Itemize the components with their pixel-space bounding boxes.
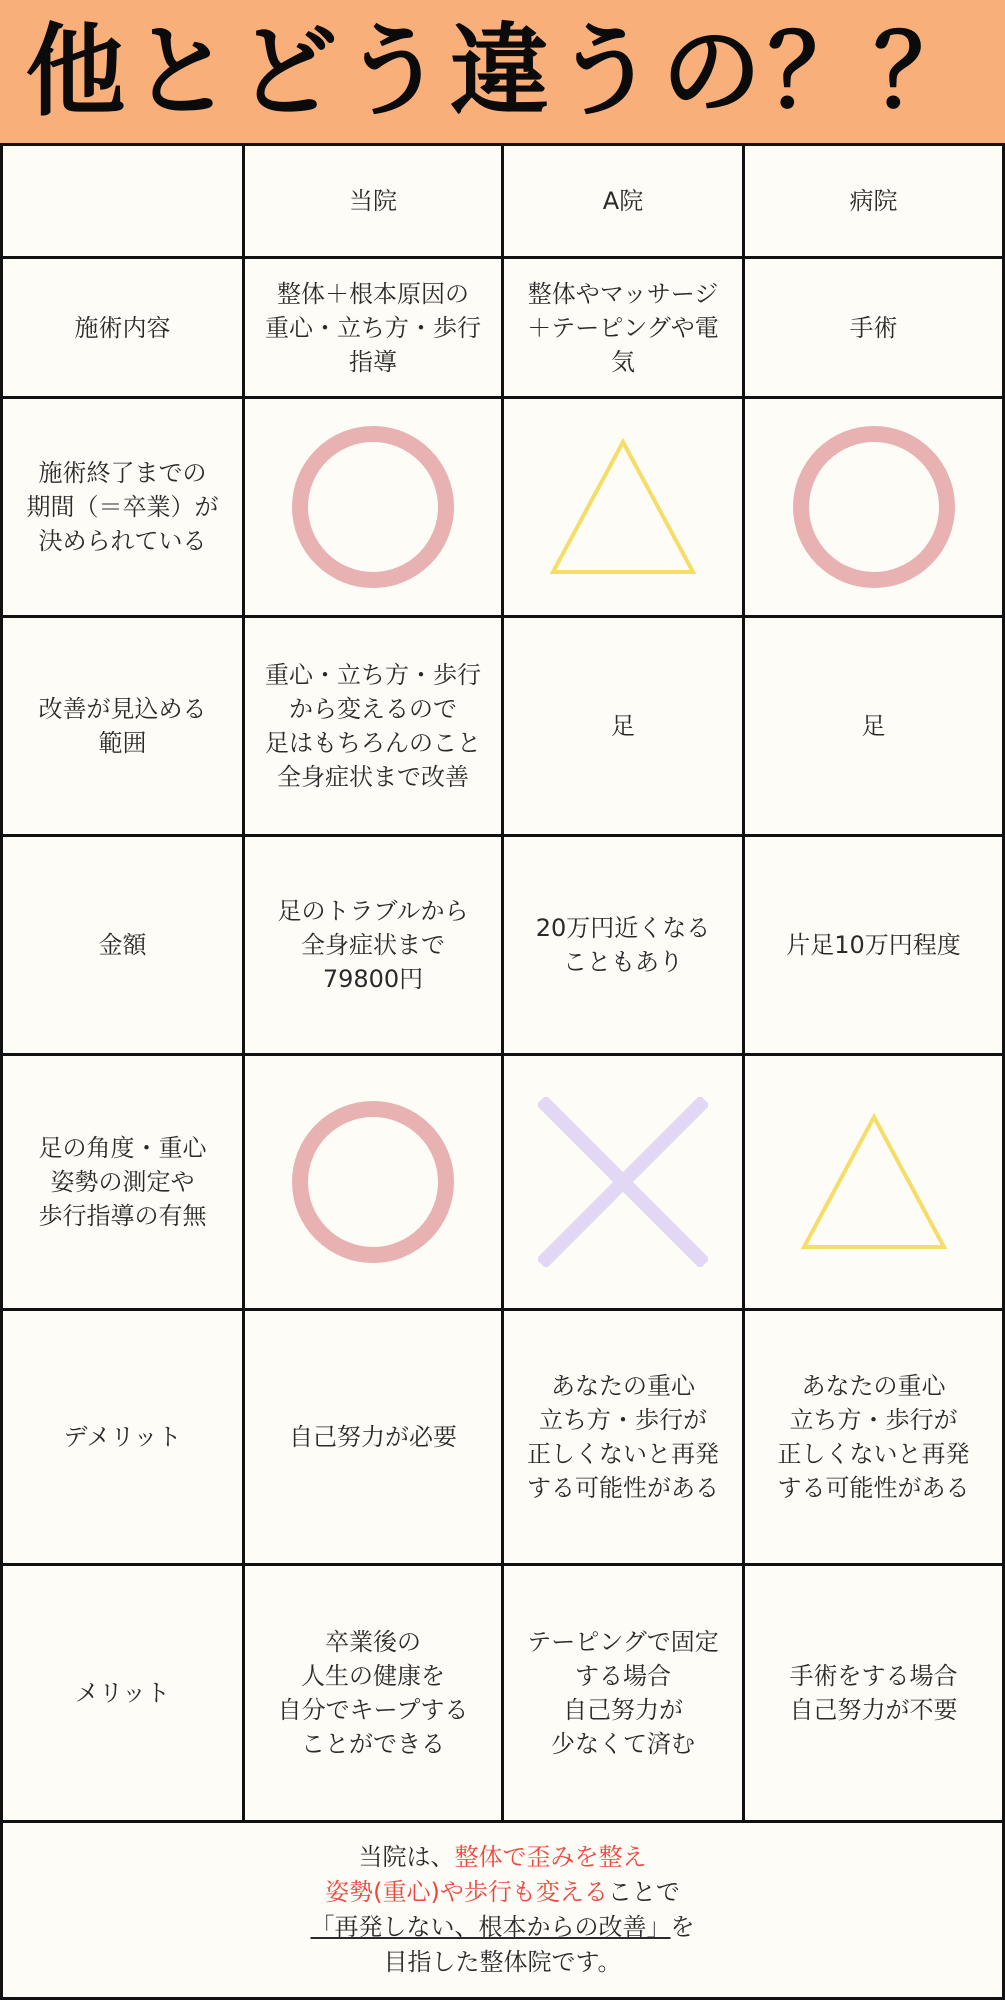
- table-cell: 20万円近くなる こともあり: [504, 837, 745, 1056]
- row-label: メリット: [3, 1566, 245, 1823]
- table-cell: 卒業後の 人生の健康を 自分でキープする ことができる: [245, 1566, 504, 1823]
- table-cell-mark: [245, 1056, 504, 1311]
- row-label: 施術内容: [3, 259, 245, 399]
- summary-line: [359, 1840, 647, 1875]
- summary-text: ことで: [607, 1878, 680, 1906]
- circle-mark-icon: [288, 1097, 458, 1267]
- table-cell-mark: [745, 399, 1005, 618]
- column-header: 病院: [745, 146, 1005, 259]
- table-cell-mark: [504, 1056, 745, 1311]
- summary-line: 目指した整体院です。: [383, 1948, 622, 1976]
- table-cell: テーピングで固定 する場合 自己努力が 少なくて済む: [504, 1566, 745, 1823]
- table-cell: 手術をする場合 自己努力が不要: [745, 1566, 1005, 1823]
- row-label: 金額: [3, 837, 245, 1056]
- summary-note: [3, 1823, 1005, 2000]
- table-cell: 自己努力が必要: [245, 1311, 504, 1566]
- table-cell: 足: [745, 618, 1005, 837]
- table-cell-mark: [504, 399, 745, 618]
- summary-highlight: 整体で歪みを整え: [454, 1843, 647, 1871]
- cross-mark-icon: [538, 1097, 708, 1267]
- table-corner: [3, 146, 245, 259]
- comparison-table: [0, 143, 1005, 2000]
- table-cell-mark: [745, 1056, 1005, 1311]
- column-header: A院: [504, 146, 745, 259]
- table-cell: あなたの重心 立ち方・歩行が 正しくないと再発 する可能性がある: [504, 1311, 745, 1566]
- table-cell: 整体＋根本原因の 重心・立ち方・歩行 指導: [245, 259, 504, 399]
- table-cell: 整体やマッサージ ＋テーピングや電 気: [504, 259, 745, 399]
- table-cell: 足のトラブルから 全身症状まで 79800円: [245, 837, 504, 1056]
- table-cell: 足: [504, 618, 745, 837]
- table-cell: 片足10万円程度: [745, 837, 1005, 1056]
- summary-text: 当院は、: [358, 1843, 455, 1871]
- header-banner: [0, 0, 1005, 143]
- circle-mark-icon: [288, 422, 458, 592]
- column-header: 当院: [245, 146, 504, 259]
- page-title: 他とどう違うの？？: [25, 12, 980, 130]
- summary-line: [325, 1875, 680, 1910]
- summary-highlight: 姿勢(重心)や歩行も変える: [325, 1878, 608, 1906]
- table-cell: 手術: [745, 259, 1005, 399]
- row-label: 足の角度・重心 姿勢の測定や 歩行指導の有無: [3, 1056, 245, 1311]
- triangle-mark-icon: [538, 422, 708, 592]
- table-cell: 重心・立ち方・歩行 から変えるので 足はもちろんのこと 全身症状まで改善: [245, 618, 504, 837]
- table-cell: あなたの重心 立ち方・歩行が 正しくないと再発 する可能性がある: [745, 1311, 1005, 1566]
- row-label: 改善が見込める 範囲: [3, 618, 245, 837]
- row-label: デメリット: [3, 1311, 245, 1566]
- summary-text: を: [670, 1913, 695, 1941]
- circle-mark-icon: [789, 422, 959, 592]
- summary-line: [311, 1910, 695, 1945]
- triangle-mark-icon: [789, 1097, 959, 1267]
- row-label: 施術終了までの 期間（＝卒業）が 決められている: [3, 399, 245, 618]
- table-cell-mark: [245, 399, 504, 618]
- summary-underlined: 「再発しない、根本からの改善」: [310, 1913, 671, 1941]
